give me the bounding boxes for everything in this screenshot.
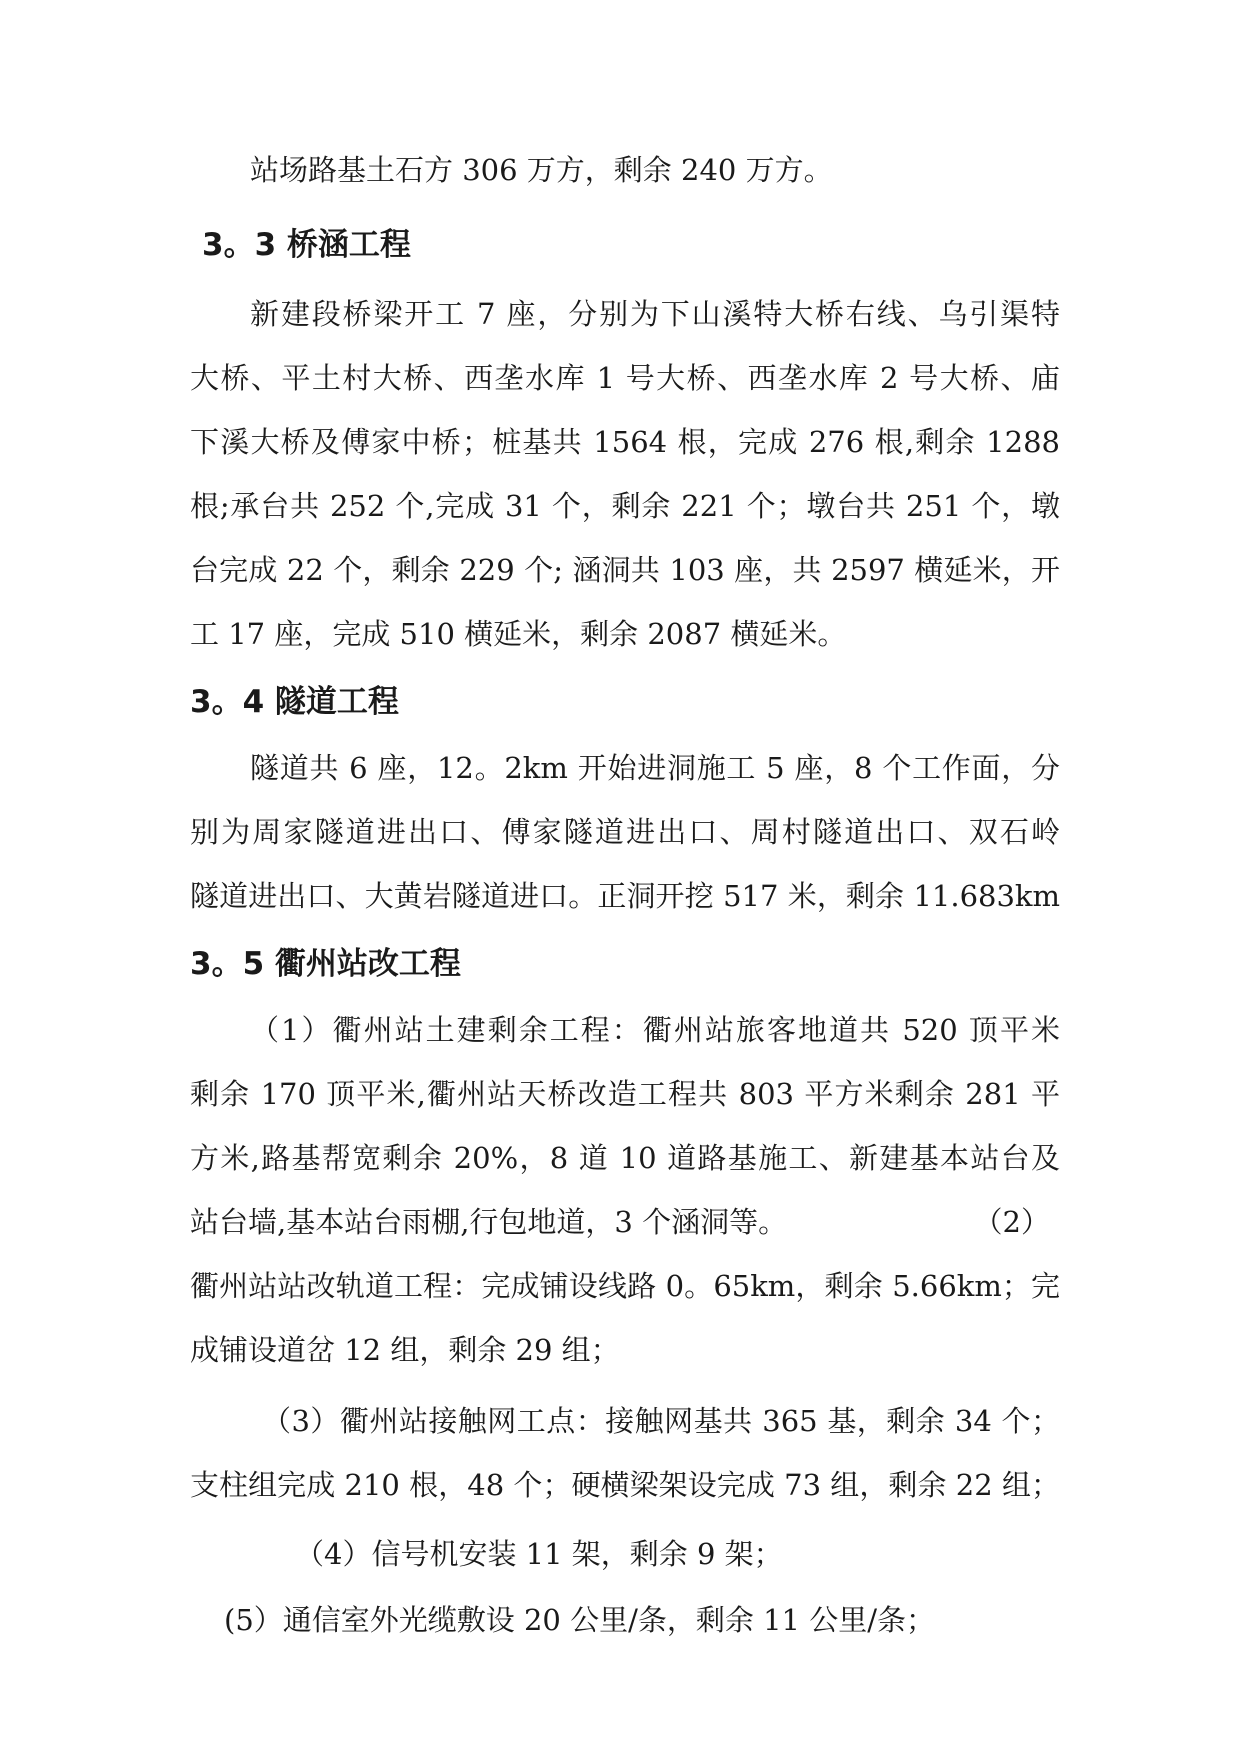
paragraph-line: 下溪大桥及傅家中桥；桩基共 1564 根，完成 276 根,剩余 1288 <box>190 425 1060 459</box>
paragraph-line: 方米,路基帮宽剩余 20%，8 道 10 道路基施工、新建基本站台及 <box>190 1141 1060 1175</box>
paragraph-line: 根;承台共 252 个,完成 31 个，剩余 221 个；墩台共 251 个，墩 <box>190 489 1060 523</box>
paragraph-line: （3）衢州站接触网工点：接触网基共 365 基，剩余 34 个； <box>262 1404 1060 1438</box>
paragraph-line: 工 17 座，完成 510 横延米，剩余 2087 横延米。 <box>190 617 847 651</box>
paragraph-line: 别为周家隧道进出口、傅家隧道进出口、周村隧道出口、双石岭 <box>190 815 1060 849</box>
paragraph-line: 新建段桥梁开工 7 座，分别为下山溪特大桥右线、乌引渠特 <box>250 297 1060 331</box>
paragraph-line: 剩余 170 顶平米,衢州站天桥改造工程共 803 平方米剩余 281 平 <box>190 1077 1060 1111</box>
paragraph-line: 站场路基土石方 306 万方，剩余 240 万方。 <box>250 153 833 187</box>
paragraph-line: 大桥、平土村大桥、西垄水库 1 号大桥、西垄水库 2 号大桥、庙 <box>190 361 1060 395</box>
paragraph-line: 成铺设道岔 12 组，剩余 29 组； <box>190 1333 620 1367</box>
paragraph-line-text: 站台墙,基本站台雨棚,行包地道，3 个涵洞等。 <box>190 1205 788 1239</box>
paragraph-line: 台完成 22 个，剩余 229 个; 涵洞共 103 座，共 2597 横延米，开 <box>190 553 1060 587</box>
paragraph-line: （4）信号机安装 11 架，剩余 9 架； <box>295 1537 783 1571</box>
paragraph-line: (5）通信室外光缆敷设 20 公里/条，剩余 11 公里/条； <box>224 1603 935 1637</box>
list-marker: （2） <box>973 1205 1050 1239</box>
section-heading-3-3: 3。3 桥涵工程 <box>202 227 411 263</box>
paragraph-line: 支柱组完成 210 根，48 个；硬横梁架设完成 73 组，剩余 22 组； <box>190 1468 1060 1502</box>
paragraph-line: 衢州站站改轨道工程：完成铺设线路 0。65km，剩余 5.66km；完 <box>190 1269 1060 1303</box>
section-heading-3-4: 3。4 隧道工程 <box>190 684 399 720</box>
paragraph-line: 隧道共 6 座，12。2km 开始进洞施工 5 座，8 个工作面，分 <box>250 751 1060 785</box>
section-heading-3-5: 3。5 衢州站改工程 <box>190 946 461 982</box>
paragraph-line <box>190 1204 1060 1240</box>
paragraph-line: 隧道进出口、大黄岩隧道进口。正洞开挖 517 米，剩余 11.683km <box>190 879 1060 913</box>
paragraph-line: （1）衢州站土建剩余工程：衢州站旅客地道共 520 顶平米 <box>250 1013 1060 1047</box>
